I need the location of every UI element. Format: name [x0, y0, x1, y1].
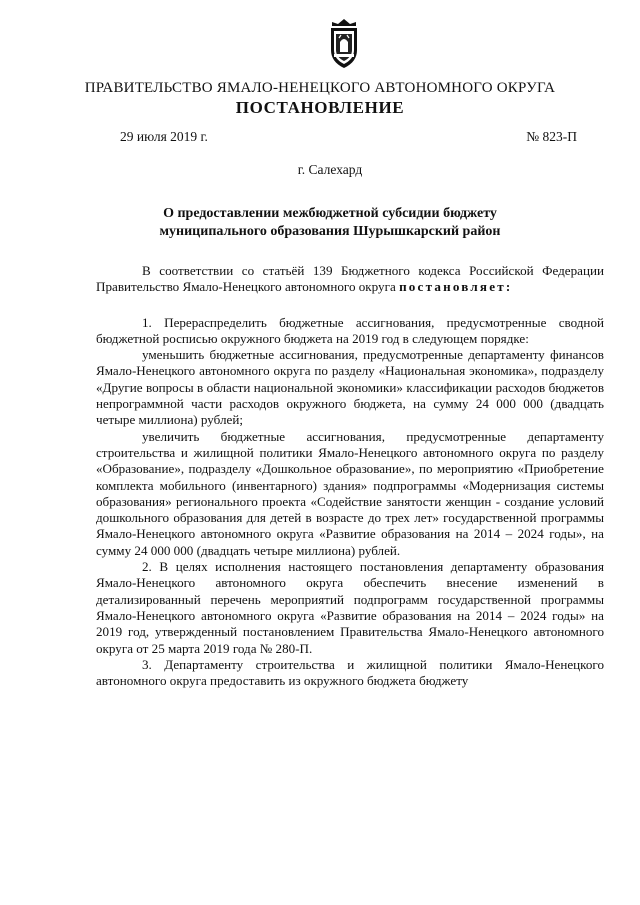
- paragraph-1-increase: увеличить бюджетные ассигнования, предусмотренные департаменту строительства и жилищной политики Ямало-Ненецкого автономного округа по разделу «Образование», подразделу «Дошкольное образование», по мероприятию «Приобретение комплекта мобильного (инвентарного) здания» подпрограммы «Модернизация системы образования» регионального проекта «Содействие занятости женщин - создание условий дошкольного образования для детей в возрасте до трех лет» государственной программы Ямало-Ненецкого автономного округа «Развитие образования на 2014 – 2024 годы», на сумму 24 000 000 (двадцать четыре миллиона) рублей.: [96, 428, 604, 558]
- paragraph-2: 2. В целях исполнения настоящего постановления департаменту образования Ямало-Ненецкого автономного округа обеспечить внесение изменений в детализированный перечень мероприятий подпрограмм государственной программы Ямало-Ненецкого автономного округа «Развитие образования на 2014 – 2024 годы» на 2019 год, утвержденный постановлением Правительства Ямало-Ненецкого автономного округа от 25 марта 2019 года № 280-П.: [96, 559, 604, 656]
- paragraph-1-decrease: уменьшить бюджетные ассигнования, предусмотренные департаменту финансов Ямало-Ненецкого автономного округа по разделу «Национальная экономика», подразделу «Другие вопросы в области национальной экономики» классификации расходов бюджетов непрограммной части расходов окружного бюджета, на сумму 24 000 000 (двадцать четыре миллиона) рублей;: [96, 347, 604, 428]
- document-date: 29 июля 2019 г.: [120, 129, 208, 144]
- preamble-paragraph: [96, 263, 604, 296]
- document-title: [0, 205, 640, 241]
- document-number: № 823-П: [526, 129, 577, 144]
- preamble-text: В соответствии со статьёй 139 Бюджетного кодекса Российской Федерации Правительство Ямало-Ненецкого автономного округа: [96, 263, 604, 295]
- preamble-emphasis: постановляет:: [399, 279, 513, 295]
- title-line-2: муниципального образования Шурышкарский район: [159, 224, 501, 239]
- coat-of-arms-icon: [324, 16, 364, 72]
- document-type: ПОСТАНОВЛЕНИЕ: [235, 98, 405, 117]
- document-body: [96, 263, 604, 689]
- title-line-1: О предоставлении межбюджетной субсидии бюджету: [163, 206, 497, 221]
- paragraph-3: 3. Департаменту строительства и жилищной политики Ямало-Ненецкого автономного округа предоставить из окружного бюджета бюджету: [96, 656, 604, 689]
- paragraph-1: 1. Перераспределить бюджетные ассигнования, предусмотренные сводной бюджетной росписью окружного бюджета на 2019 год в следующем порядке:: [96, 314, 604, 346]
- government-name: ПРАВИТЕЛЬСТВО ЯМАЛО-НЕНЕЦКОГО АВТОНОМНОГО ОКРУГА: [84, 80, 556, 96]
- document-city: г. Салехард: [297, 162, 363, 177]
